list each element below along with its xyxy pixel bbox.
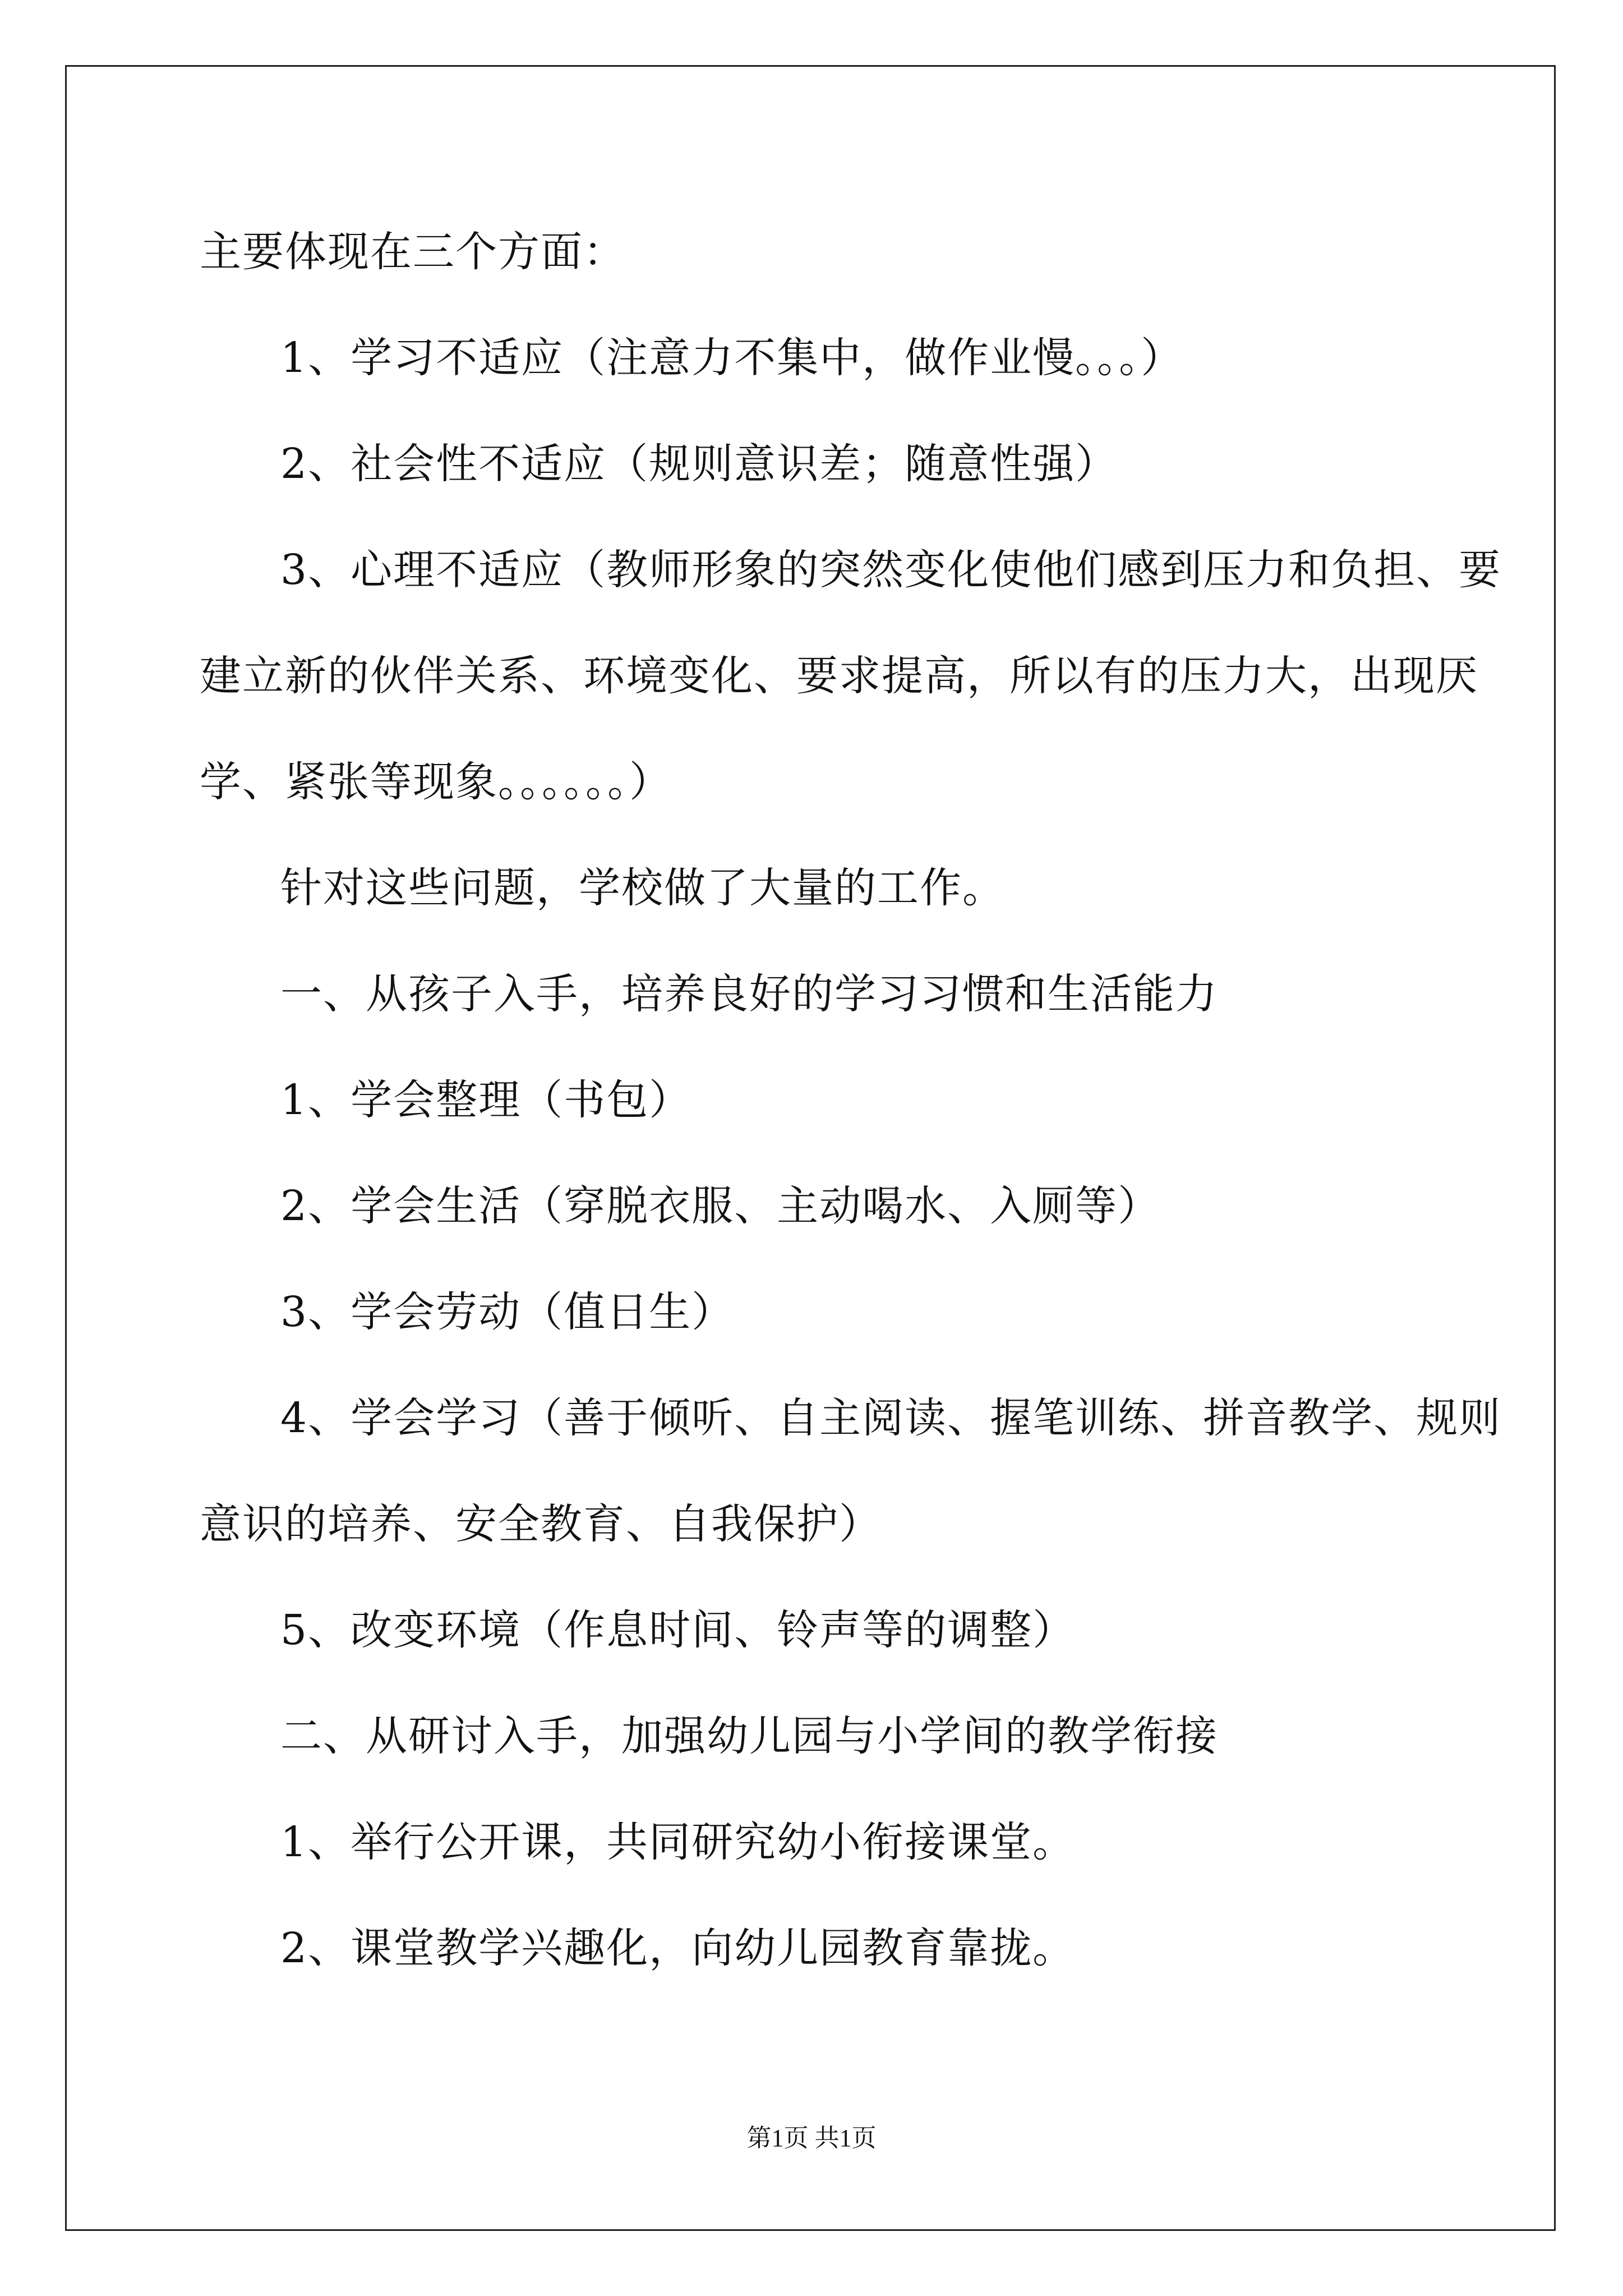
paragraph-4: 3、心理不适应（教师形象的突然变化使他们感到压力和负担、要 [280,546,1502,594]
paragraph-11: 1、举行公开课，共同研究幼小衔接课堂。 [280,1818,1076,1866]
paragraph-2: 1、学习不适应（注意力不集中，做作业慢。。。） [280,334,1184,382]
paragraph-7: 2、学会生活（穿脱衣服、主动喝水、入厕等） [280,1182,1161,1230]
paragraph-3: 2、社会性不适应（规则意识差；随意性强） [280,440,1118,488]
paragraph-5: 针对这些问题，学校做了大量的工作。 [280,864,1005,912]
paragraph-10: 5、改变环境（作息时间、铃声等的调整） [280,1606,1076,1654]
section-heading-1: 一、从孩子入手，培养良好的学习习惯和生活能力 [280,970,1218,1018]
page-footer: 第1页 共1页 [746,2124,877,2152]
paragraph-9: 4、学会学习（善于倾听、自主阅读、握笔训练、拼音教学、规则 [280,1394,1502,1442]
paragraph-1: 主要体现在三个方面： [200,228,626,276]
paragraph-4-cont-2: 学、紧张等现象。。。。。。） [200,758,672,806]
section-heading-2: 二、从研讨入手，加强幼儿园与小学间的教学衔接 [280,1712,1218,1760]
paragraph-4-cont-1: 建立新的伙伴关系、环境变化、要求提高，所以有的压力大，出现厌 [200,652,1478,700]
page-border [65,65,1556,2231]
paragraph-9-cont: 意识的培养、安全教育、自我保护） [200,1500,882,1548]
paragraph-6: 1、学会整理（书包） [280,1076,692,1124]
paragraph-8: 3、学会劳动（值日生） [280,1288,735,1336]
paragraph-12: 2、课堂教学兴趣化，向幼儿园教育靠拢。 [280,1924,1076,1972]
